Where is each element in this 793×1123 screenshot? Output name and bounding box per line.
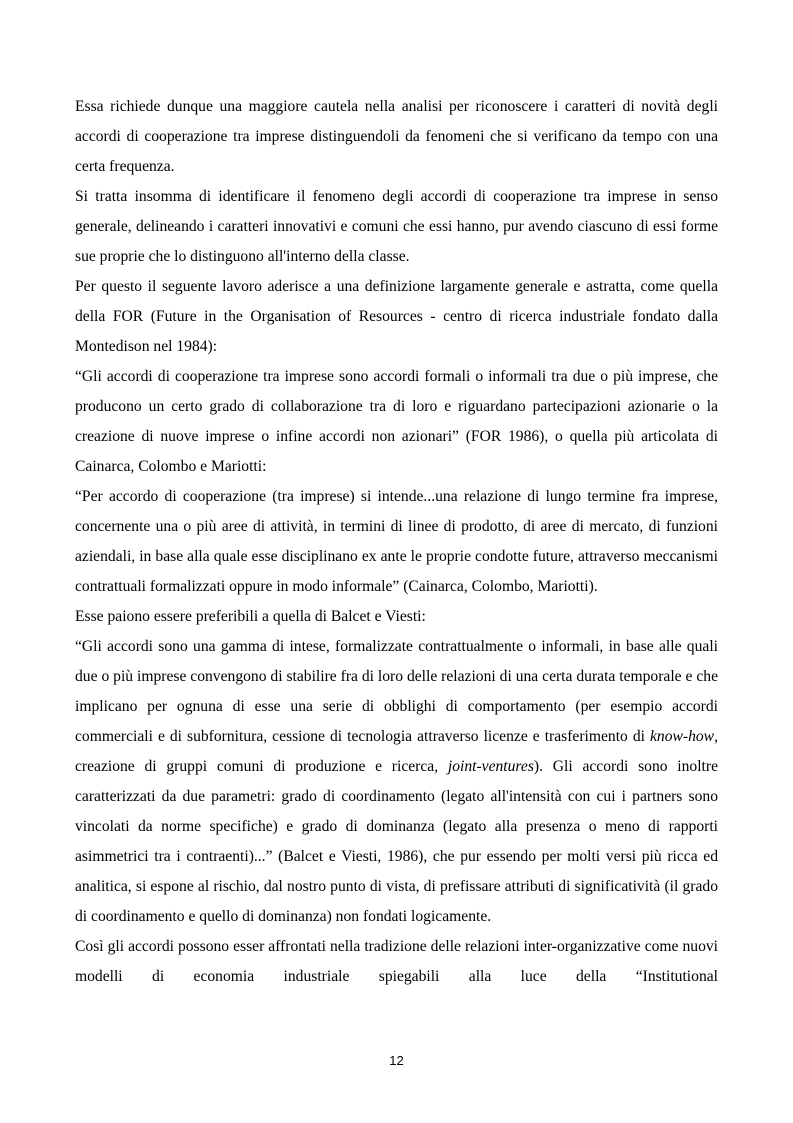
italic-term-joint-ventures: joint-ventures xyxy=(447,758,534,775)
paragraph: Esse paiono essere preferibili a quella di Balcet e Viesti: xyxy=(75,608,426,625)
page-number: 12 xyxy=(389,1053,404,1068)
paragraph: Per questo il seguente lavoro aderisce a una definizione largamente generale e astratta, come quella della FOR (Future in the Organisation of Resources - centro di ricerca industriale fondato dalla Montedison nel 1984): xyxy=(75,278,718,355)
paragraph: Essa richiede dunque una maggiore cautela nella analisi per riconoscere i caratteri di novità degli accordi di cooperazione tra imprese distinguendoli da fenomeni che si verificano da tempo con una certa frequenza. xyxy=(75,98,718,175)
text-run: “Gli accordi sono una gamma di intese, formalizzate contrattualmente o informali, in base alle quali due o più imprese convengono di stabilire fra di loro delle relazioni di una certa durata temporale e che implicano per ognuna di esse una serie di obblighi di comportamento (per esempio accordi commerciali e di subfornitura, cessione di tecnologia attraverso licenze e trasferimento di xyxy=(75,638,718,745)
paragraph: Si tratta insomma di identificare il fenomeno degli accordi di cooperazione tra imprese in senso generale, delineando i caratteri innovativi e comuni che essi hanno, pur avendo ciascuno di essi forme sue proprie che lo distinguono all'interno della classe. xyxy=(75,188,718,265)
quotation-paragraph xyxy=(75,632,718,932)
text-run: , creazione di gruppi comuni di produzione e ricerca, xyxy=(75,728,718,775)
page-body xyxy=(75,92,718,992)
paragraph: Così gli accordi possono esser affrontati nella tradizione delle relazioni inter-organizzative come nuovi modelli di economia industriale spiegabili alla luce della “Institutional xyxy=(75,938,718,985)
quotation-paragraph: “Per accordo di cooperazione (tra imprese) si intende...una relazione di lungo termine fra imprese, concernente una o più aree di attività, in termini di linee di prodotto, di aree di mercato, di funzioni aziendali, in base alla quale esse disciplinano ex ante le proprie condotte future, attraverso meccanismi contrattuali formalizzati oppure in modo informale” (Cainarca, Colombo, Mariotti). xyxy=(75,488,718,595)
text-run: ). Gli accordi sono inoltre caratterizzati da due parametri: grado di coordinamento (legato all'intensità con cui i partners sono vincolati da norme specifiche) e grado di dominanza (legato alla presenza o meno di rapporti asimmetrici tra i contraenti)...” (Balcet e Viesti, 1986), che pur essendo per molti versi più ricca ed analitica, si espone al rischio, dal nostro punto di vista, di prefissare attributi di significatività (il grado di coordinamento e quello di dominanza) non fondati logicamente. xyxy=(75,758,718,925)
italic-term-know-how: know-how xyxy=(649,728,715,745)
quotation-paragraph: “Gli accordi di cooperazione tra imprese sono accordi formali o informali tra due o più imprese, che producono un certo grado di collaborazione tra di loro e riguardano partecipazioni azionarie o la creazione di nuove imprese o infine accordi non azionari” (FOR 1986), o quella più articolata di Cainarca, Colombo e Mariotti: xyxy=(75,368,718,475)
